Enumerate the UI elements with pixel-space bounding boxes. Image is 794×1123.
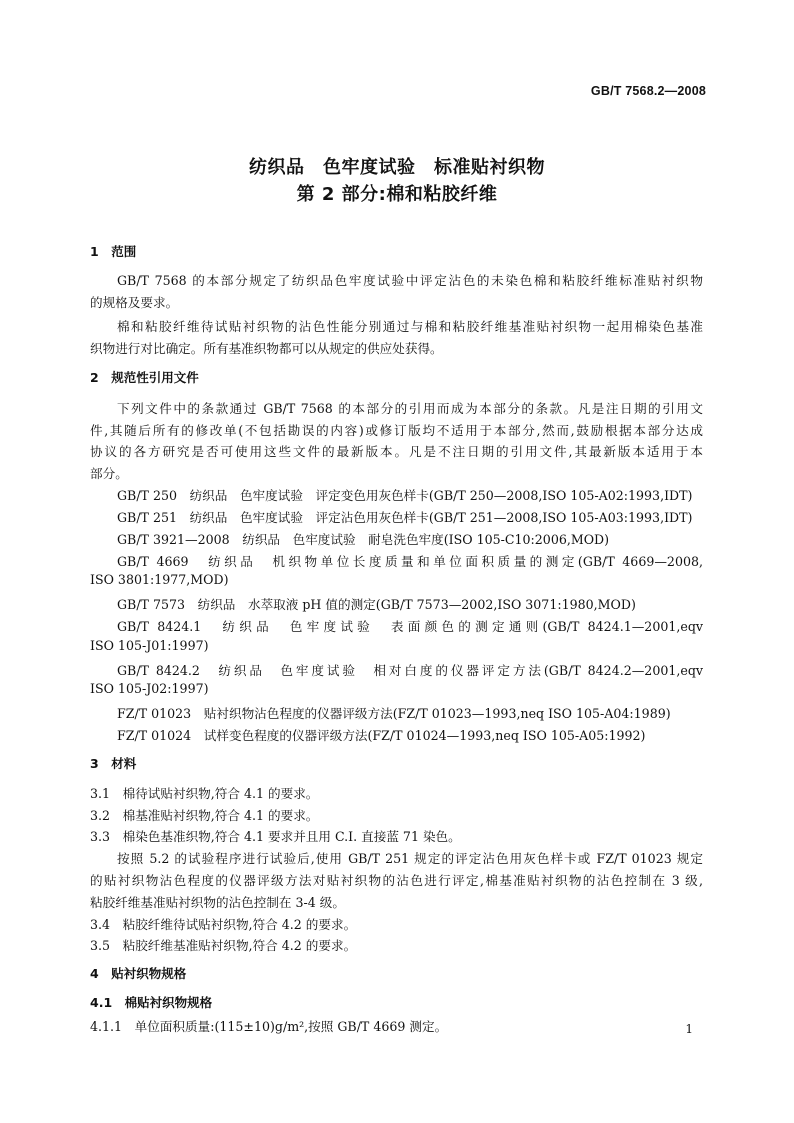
reference-item: FZ/T 01024 试样变色程度的仪器评级方法(FZ/T 01024—1993,neq ISO 105-A05:1992) xyxy=(117,728,646,743)
reference-item-continuation: ISO 3801:1977,MOD) xyxy=(90,572,229,587)
reference-item: GB/T 251 纺织品 色牢度试验 评定沾色用灰色样卡(GB/T 251—2008,ISO 105-A03:1993,IDT) xyxy=(117,510,693,525)
paragraph-line: GB/T 7568 的本部分规定了纺织品色牢度试验中评定沾色的未染色棉和粘胶纤维标准贴衬织物 xyxy=(117,273,703,288)
paragraph-line: 下列文件中的条款通过 GB/T 7568 的本部分的引用而成为本部分的条款。凡是注日期的引用文 xyxy=(117,401,703,416)
paragraph-line: 粘胶纤维基准贴衬织物的沾色控制在 3-4 级。 xyxy=(90,895,345,910)
clause-3-5: 3.5 粘胶纤维基准贴衬织物,符合 4.2 的要求。 xyxy=(90,938,357,953)
paragraph-line: 的贴衬织物沾色程度的仪器评级方法对贴衬织物的沾色进行评定,棉基准贴衬织物的沾色控制在 3 级, xyxy=(90,873,703,888)
section-heading-normative-references: 2 规范性引用文件 xyxy=(90,370,199,385)
reference-item: GB/T 4669 纺织品 机织物单位长度质量和单位面积质量的测定(GB/T 4669—2008, xyxy=(117,554,703,569)
reference-item: GB/T 7573 纺织品 水萃取液 pH 值的测定(GB/T 7573—2002,ISO 3071:1980,MOD) xyxy=(117,597,636,612)
paragraph-line: 棉和粘胶纤维待试贴衬织物的沾色性能分别通过与棉和粘胶纤维基准贴衬织物一起用棉染色基准 xyxy=(117,319,703,334)
reference-item: GB/T 8424.1 纺织品 色牢度试验 表面颜色的测定通则(GB/T 8424.1—2001,eqv xyxy=(117,619,703,634)
paragraph-line: 的规格及要求。 xyxy=(90,295,179,310)
reference-item: FZ/T 01023 贴衬织物沾色程度的仪器评级方法(FZ/T 01023—1993,neq ISO 105-A04:1989) xyxy=(117,706,671,721)
reference-item-continuation: ISO 105-J02:1997) xyxy=(90,681,209,696)
reference-item: GB/T 8424.2 纺织品 色牢度试验 相对白度的仪器评定方法(GB/T 8424.2—2001,eqv xyxy=(117,663,703,678)
reference-item: GB/T 3921—2008 纺织品 色牢度试验 耐皂洗色牢度(ISO 105-C10:2006,MOD) xyxy=(117,532,610,547)
clause-3-4: 3.4 粘胶纤维待试贴衬织物,符合 4.2 的要求。 xyxy=(90,917,357,932)
paragraph-line: 协议的各方研究是否可使用这些文件的最新版本。凡是不注日期的引用文件,其最新版本适用于本 xyxy=(90,444,703,459)
clause-4-1-1: 4.1.1 单位面积质量:(115±10)g/m²,按照 GB/T 4669 测定。 xyxy=(90,1019,448,1034)
section-heading-materials: 3 材料 xyxy=(90,756,137,771)
clause-3-3: 3.3 棉染色基准织物,符合 4.1 要求并且用 C.I. 直接蓝 71 染色。 xyxy=(90,829,461,844)
paragraph-line: 部分。 xyxy=(90,466,128,481)
subsection-heading-4-1: 4.1 棉贴衬织物规格 xyxy=(90,995,213,1010)
clause-3-1: 3.1 棉待试贴衬织物,符合 4.1 的要求。 xyxy=(90,786,319,801)
reference-item: GB/T 250 纺织品 色牢度试验 评定变色用灰色样卡(GB/T 250—2008,ISO 105-A02:1993,IDT) xyxy=(117,488,693,503)
document-title-line1: 纺织品 色牢度试验 标准贴衬织物 xyxy=(249,157,545,178)
paragraph-line: 件,其随后所有的修改单(不包括勘误的内容)或修订版均不适用于本部分,然而,鼓励根据本部分达成 xyxy=(90,423,703,438)
reference-item-continuation: ISO 105-J01:1997) xyxy=(90,638,209,653)
section-heading-specification: 4 贴衬织物规格 xyxy=(90,966,187,981)
clause-3-2: 3.2 棉基准贴衬织物,符合 4.1 的要求。 xyxy=(90,808,319,823)
section-heading-scope: 1 范围 xyxy=(90,244,137,259)
standard-code: GB/T 7568.2—2008 xyxy=(590,84,706,98)
page-number: 1 xyxy=(685,1022,693,1036)
document-title-line2: 第 2 部分:棉和粘胶纤维 xyxy=(296,184,498,205)
paragraph-line: 织物进行对比确定。所有基准织物都可以从规定的供应处获得。 xyxy=(90,341,443,356)
paragraph-line: 按照 5.2 的试验程序进行试验后,使用 GB/T 251 规定的评定沾色用灰色样卡或 FZ/T 01023 规定 xyxy=(117,851,703,866)
